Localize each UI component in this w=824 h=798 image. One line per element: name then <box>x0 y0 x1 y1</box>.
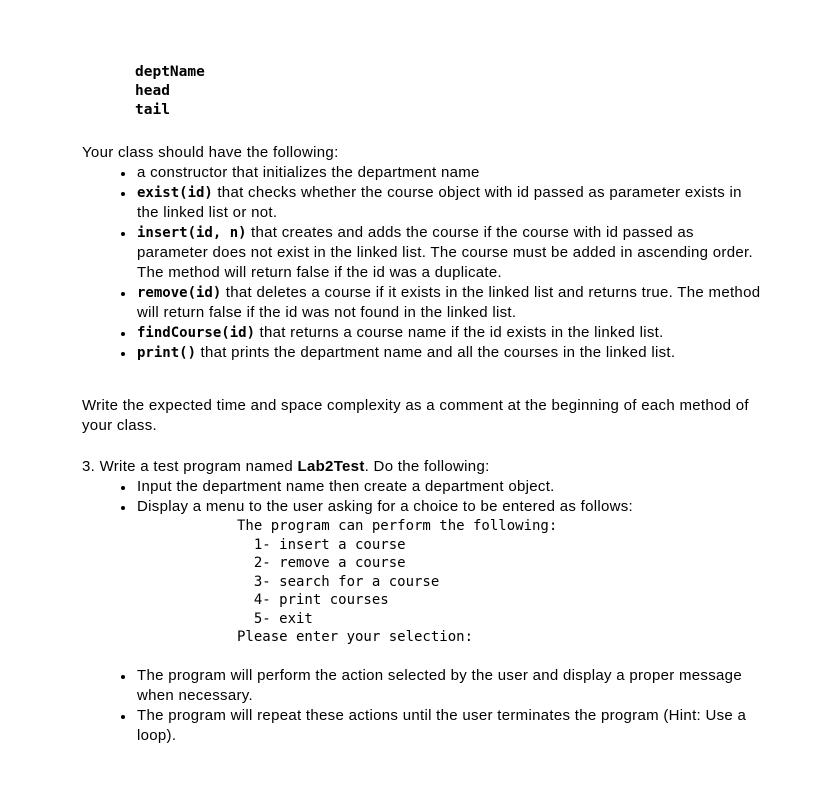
task3-suffix: . Do the following: <box>364 458 490 475</box>
task3-step-menu: • Display a menu to the user asking for a choice to be entered as follows: <box>135 497 764 517</box>
requirement-text: that prints the department name and all the courses in the linked list. <box>200 344 676 361</box>
menu-line: 5- exit <box>237 610 313 627</box>
class-attributes-block <box>135 63 764 120</box>
requirement-findcourse <box>135 323 764 343</box>
attribute-deptname: deptName <box>135 64 205 80</box>
class-requirements-list <box>82 163 764 363</box>
attribute-tail: tail <box>135 102 170 118</box>
requirement-text: that creates and adds the course if the course with id passed as parameter does not exist in the linked list. The course must be added in ascending order. The method will return false if the id was a duplicate. <box>137 224 753 281</box>
requirement-constructor <box>135 163 764 183</box>
attribute-head: head <box>135 83 170 99</box>
task3-behavior-list <box>82 666 764 746</box>
requirement-remove <box>135 283 764 323</box>
requirement-code: remove(id) <box>137 285 222 301</box>
task3-step-perform: • The program will perform the action selected by the user and display a proper message when necessary. <box>135 666 764 706</box>
task3-program-name: Lab2Test <box>297 458 365 475</box>
requirement-code: findCourse(id) <box>137 325 256 341</box>
requirement-code: print() <box>137 345 197 361</box>
class-intro-text: Your class should have the following: <box>82 144 339 161</box>
requirement-text: that returns a course name if the id exists in the linked list. <box>259 324 664 341</box>
requirement-exist <box>135 183 764 223</box>
menu-line: The program can perform the following: <box>237 518 558 534</box>
task3-steps-list <box>82 477 764 517</box>
requirement-print <box>135 343 764 363</box>
requirement-code: insert(id, n) <box>137 225 247 241</box>
menu-line: 1- insert a course <box>237 536 406 553</box>
menu-line: 3- search for a course <box>237 573 440 590</box>
menu-line: 4- print courses <box>237 592 389 608</box>
menu-line: Please enter your selection: <box>237 629 474 645</box>
requirement-text: a constructor that initializes the department name <box>137 164 480 181</box>
task3-heading <box>82 457 764 477</box>
document-content <box>82 63 764 746</box>
task3-prefix: 3. Write a test program named <box>82 458 298 475</box>
requirement-code: exist(id) <box>137 185 213 201</box>
console-menu-block <box>237 517 764 647</box>
menu-line: 2- remove a course <box>237 555 406 571</box>
requirement-insert <box>135 223 764 283</box>
complexity-note: Write the expected time and space complexity as a comment at the beginning of each method of your class. <box>82 397 749 434</box>
task3-step-input: • Input the department name then create a department object. <box>135 477 764 497</box>
requirement-text: that deletes a course if it exists in the linked list and returns true. The method will return false if the id was not found in the linked list. <box>137 284 761 321</box>
task3-step-repeat: • The program will repeat these actions until the user terminates the program (Hint: Use a loop). <box>135 706 764 746</box>
requirement-text: that checks whether the course object with id passed as parameter exists in the linked list or not. <box>137 184 742 221</box>
